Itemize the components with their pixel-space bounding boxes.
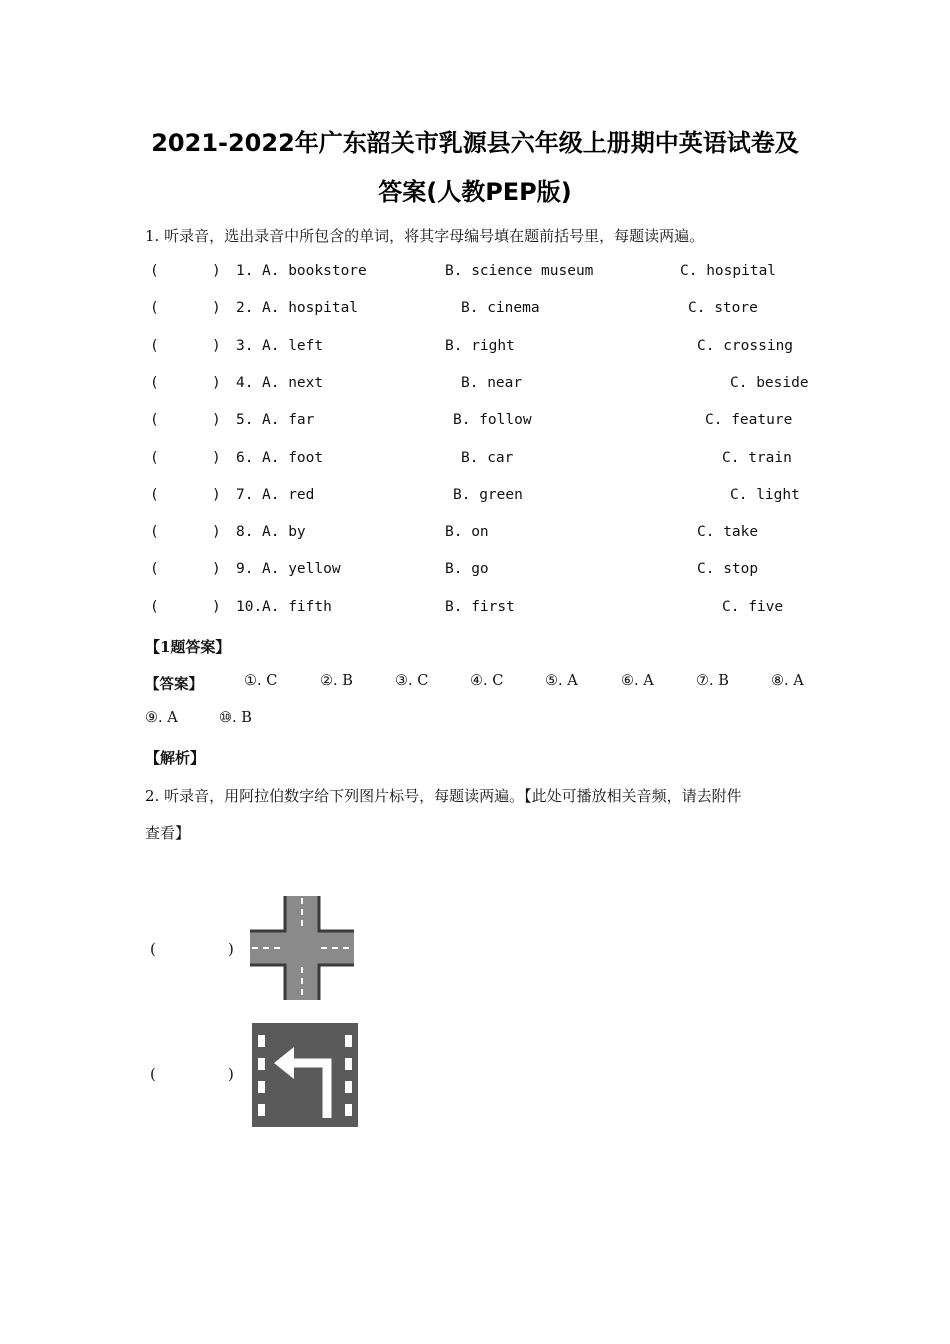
answer-item: ③. C (395, 673, 429, 689)
item-number: 2. (236, 300, 254, 317)
item-number: 6. (236, 449, 254, 466)
answer-bracket-close: ) (212, 263, 221, 279)
option-a: A. far (262, 412, 315, 429)
item-number: 7. (236, 486, 254, 503)
answer-item: ⑨. A (145, 710, 178, 726)
option-a: A. by (262, 524, 306, 541)
answer-bracket-open: ( (150, 449, 159, 466)
crossroads-icon (250, 896, 354, 1000)
picture-2-bracket-open: ( (150, 1065, 156, 1083)
turn-left-sign-icon (252, 1023, 358, 1127)
question-1-item-row (0, 599, 950, 621)
item-number: 8. (236, 524, 254, 541)
question-1-item-row (0, 338, 950, 360)
item-number: 3. (236, 337, 254, 354)
answer-bracket-close: ) (212, 524, 221, 541)
question-1-item-row (0, 263, 950, 285)
question-1-instruction: 1. 听录音，选出录音中所包含的单词，将其字母编号填在题前括号里，每题读两遍。 (145, 227, 705, 245)
option-c: C. store (688, 300, 758, 317)
question-2-instruction-line-2: 查看】 (145, 824, 191, 842)
option-c: C. crossing (697, 337, 794, 354)
option-b: B. go (445, 561, 489, 578)
answer-bracket-close: ) (212, 412, 221, 429)
question-1-item-row (0, 412, 950, 434)
answer-bracket-open: ( (150, 337, 159, 354)
option-a: A. red (262, 486, 315, 503)
item-number: 9. (236, 561, 254, 578)
question-1-item-row (0, 524, 950, 546)
answer-item: ⑥. A (621, 673, 654, 689)
analysis-label: 【解析】 (145, 749, 206, 767)
option-b: B. first (445, 598, 515, 615)
answer-item: ④. C (470, 673, 504, 689)
option-a: A. yellow (262, 561, 341, 578)
picture-1-bracket-open: ( (150, 940, 156, 958)
answer-bracket-close: ) (212, 449, 221, 466)
option-b: B. car (461, 449, 514, 466)
document-title-line-2: 答案(人教PEP版) (378, 178, 572, 206)
question-1-item-row (0, 487, 950, 509)
answer-bracket-open: ( (150, 561, 159, 578)
option-a: A. bookstore (262, 263, 367, 279)
document-title-line-1: 2021-2022年广东韶关市乳源县六年级上册期中英语试卷及 (151, 129, 799, 157)
answer-bracket-close: ) (212, 486, 221, 503)
item-number: 4. (236, 374, 254, 391)
option-c: C. take (697, 524, 759, 541)
answer-bracket-close: ) (212, 337, 221, 354)
item-number: 10. (236, 598, 263, 615)
option-b: B. on (445, 524, 489, 541)
answer-item: ⑩. B (219, 710, 252, 726)
answer-label: 【答案】 (145, 676, 203, 693)
answer-bracket-open: ( (150, 300, 159, 317)
answer-item: ①. C (244, 673, 278, 689)
option-b: B. follow (453, 412, 532, 429)
answer-bracket-open: ( (150, 486, 159, 503)
option-c: C. beside (730, 374, 809, 391)
answer-bracket-open: ( (150, 598, 159, 615)
question-1-item-row (0, 300, 950, 322)
option-b: B. science museum (445, 263, 594, 279)
option-c: C. stop (697, 561, 759, 578)
answer-bracket-close: ) (212, 300, 221, 317)
option-c: C. feature (705, 412, 793, 429)
question-2-instruction-line-1: 2. 听录音，用阿拉伯数字给下列图片标号，每题读两遍。【此处可播放相关音频，请去附件 (145, 787, 742, 805)
option-a: A. next (262, 374, 324, 391)
option-a: A. left (262, 337, 324, 354)
answer-bracket-open: ( (150, 524, 159, 541)
option-b: B. right (445, 337, 515, 354)
question-1-item-row (0, 450, 950, 472)
item-number: 1. (236, 263, 254, 279)
answer-bracket-close: ) (212, 561, 221, 578)
answer-item: ⑤. A (545, 673, 578, 689)
option-c: C. hospital (680, 263, 777, 279)
option-c: C. five (722, 598, 784, 615)
option-b: B. near (461, 374, 523, 391)
option-b: B. green (453, 486, 523, 503)
answer-bracket-close: ) (212, 374, 221, 391)
answer-bracket-close: ) (212, 598, 221, 615)
picture-1-bracket-close: ) (228, 940, 234, 958)
option-a: A. fifth (262, 598, 332, 615)
picture-2-bracket-close: ) (228, 1065, 234, 1083)
item-number: 5. (236, 412, 254, 429)
answer-item: ⑧. A (771, 673, 804, 689)
option-c: C. train (722, 449, 792, 466)
answer-heading: 【1题答案】 (145, 638, 231, 656)
answer-bracket-open: ( (150, 412, 159, 429)
answer-bracket-open: ( (150, 374, 159, 391)
option-c: C. light (730, 486, 800, 503)
option-a: A. hospital (262, 300, 359, 317)
question-1-item-row (0, 561, 950, 583)
option-b: B. cinema (461, 300, 540, 317)
answer-item: ②. B (320, 673, 353, 689)
option-a: A. foot (262, 449, 324, 466)
answer-bracket-open: ( (150, 263, 159, 279)
answer-item: ⑦. B (696, 673, 729, 689)
question-1-item-row (0, 375, 950, 397)
